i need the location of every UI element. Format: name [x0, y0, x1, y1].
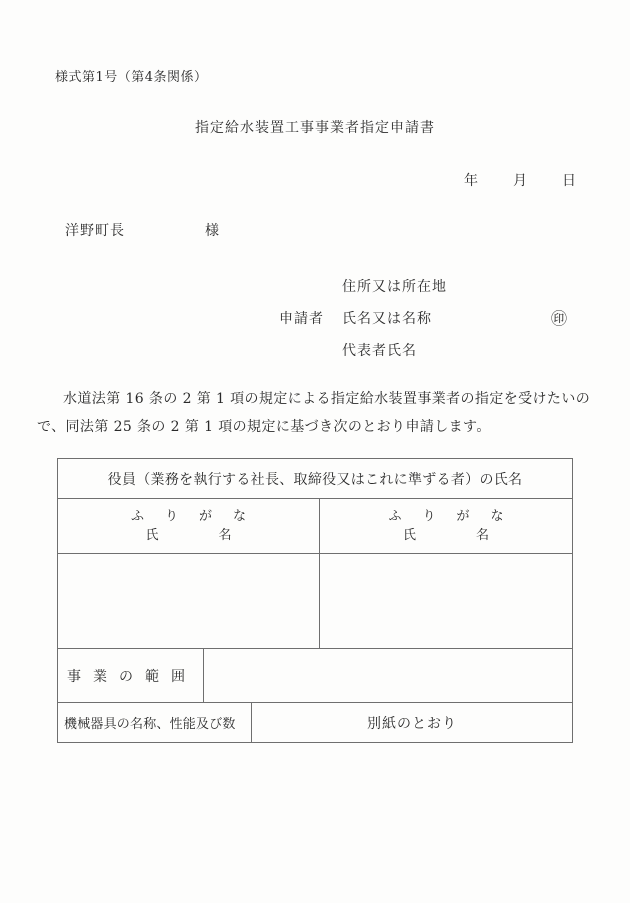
furigana-name-cell-left	[58, 499, 319, 553]
seal-icon: ㊞	[551, 309, 568, 328]
date-line	[464, 170, 576, 190]
name-label-right: 氏名	[402, 528, 549, 543]
equipment-label: 機械器具の名称、性能及び数	[64, 717, 236, 732]
furigana-name-cell-right	[319, 499, 572, 553]
addressee-line	[65, 220, 220, 240]
officers-header-label: 役員（業務を執行する社長、取締役又はこれに準ずる者）の氏名	[107, 471, 523, 488]
name-label-left: 氏名	[145, 528, 292, 543]
date-day-label: 日	[562, 173, 576, 189]
addressee-honorific: 様	[205, 223, 220, 239]
date-month-label: 月	[513, 173, 527, 189]
equipment-row	[58, 702, 572, 742]
business-scope-row	[58, 648, 572, 702]
body-text-line-2: で、同法第 25 条の 2 第 1 項の規定に基づき次のとおり申請します。	[37, 419, 491, 435]
applicant-representative-label: 代表者氏名	[342, 343, 417, 359]
business-scope-label: 事業の範囲	[67, 668, 197, 685]
officers-table	[57, 458, 573, 743]
officer-name-entry-cell-left	[58, 554, 319, 648]
business-scope-label-cell	[58, 649, 203, 702]
applicant-name-label: 氏名又は名称	[342, 311, 432, 327]
date-year-label: 年	[464, 173, 478, 189]
page-title: 指定給水装置工事事業者指定申請書	[195, 120, 435, 136]
equipment-value: 別紙のとおり	[367, 715, 457, 732]
business-scope-value-cell	[203, 649, 572, 702]
applicant-label: 申請者	[279, 311, 324, 327]
applicant-address-label: 住所又は所在地	[342, 279, 447, 295]
body-text-line-1: 水道法第 16 条の 2 第 1 項の規定による指定給水装置事業者の指定を受けたいの	[63, 391, 591, 407]
equipment-label-cell	[58, 703, 251, 742]
addressee-name: 洋野町長	[65, 223, 125, 239]
furigana-name-header-row	[58, 498, 572, 553]
form-number: 様式第1号（第4条関係）	[55, 70, 208, 85]
officer-name-entry-row	[58, 553, 572, 648]
equipment-value-cell	[251, 703, 572, 742]
furigana-label-left: ふりがな	[130, 509, 267, 524]
furigana-label-right: ふりがな	[388, 509, 525, 524]
officer-name-entry-cell-right	[319, 554, 572, 648]
officers-header-row	[58, 459, 572, 498]
